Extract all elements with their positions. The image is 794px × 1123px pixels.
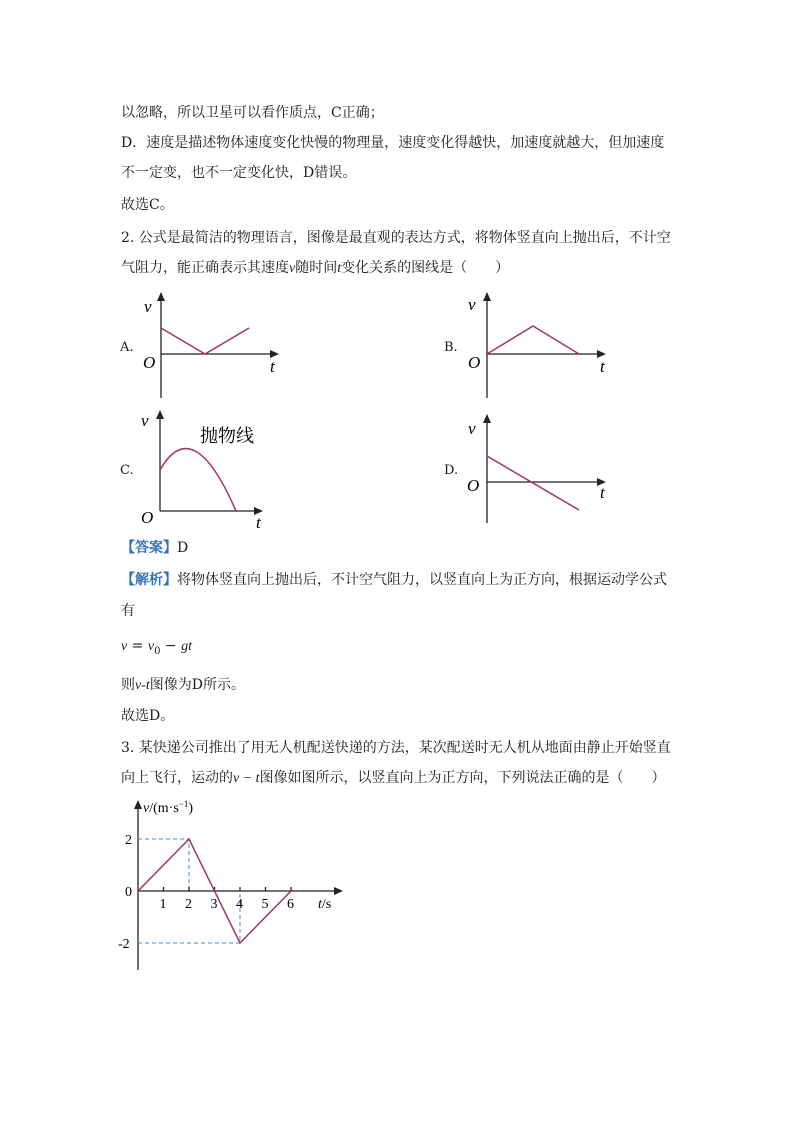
analysis-label: 【解析】	[121, 572, 177, 588]
axis-label-v: v	[468, 295, 476, 314]
axis-label-t: t	[600, 483, 605, 502]
x-axis-label: t/s	[318, 897, 332, 912]
x-tick-label: 6	[287, 897, 294, 912]
origin-label: O	[467, 476, 480, 495]
answer-label: 【答案】	[121, 540, 177, 556]
y-tick-label: 2	[125, 833, 132, 848]
x-tick-label: 1	[159, 897, 167, 912]
axis-label-v: v	[468, 419, 476, 438]
analysis-line2: 有	[121, 603, 135, 619]
arrow-icon	[334, 887, 343, 895]
option-a-label: A.	[120, 340, 134, 355]
arrow-icon	[134, 800, 142, 809]
axis-label-t: t	[600, 357, 605, 376]
origin-label: O	[141, 508, 154, 527]
x-tick-label: 4	[236, 897, 243, 912]
y-axis-label: $v/(m\cdot s^{-1})$	[143, 799, 194, 816]
parabola-label: 抛物线	[200, 426, 254, 446]
question-3-stem-line2: 向上飞行，运动的v − t图像如图所示，以竖直向上为正方向，下列说法正确的是（ ）	[121, 770, 666, 786]
y-tick-label: -2	[118, 937, 130, 952]
x-tick-label: 5	[261, 897, 269, 912]
axis-label-v: v	[144, 297, 152, 316]
y-tick-label: 0	[125, 885, 132, 900]
option-c-label: C.	[120, 463, 134, 478]
analysis-line: 【解析】将物体竖直向上抛出后，不计空气阻力，以竖直向上为正方向，根据运动学公式	[121, 572, 667, 588]
axis-label-v: v	[141, 411, 149, 430]
axis-label-t: t	[270, 357, 275, 376]
solution-line: 以忽略，所以卫星可以看作质点，C正确；	[121, 105, 384, 121]
solution-line: 不一定变，也不一定变化快，D错误。	[121, 165, 357, 181]
choose-line: 故选D。	[121, 708, 175, 724]
solution-line: 故选C。	[121, 197, 174, 213]
question-3-stem: 3. 某快递公司推出了用无人机配送快递的方法，某次配送时无人机从地面由静止开始竖直	[121, 740, 671, 756]
option-b-label: B.	[444, 340, 458, 355]
x-tick-label: 3	[210, 897, 218, 912]
solution-line: D．速度是描述物体速度变化快慢的物理量，速度变化得越快，加速度就越大，但加速度	[121, 135, 665, 151]
question-2-stem: 2. 公式是最简洁的物理语言，图像是最直观的表达方式，将物体竖直向上抛出后，不计空	[121, 230, 671, 246]
x-tick-label: 2	[185, 897, 192, 912]
origin-label: O	[468, 353, 481, 372]
option-d-label: D.	[444, 463, 459, 478]
axis-label-t: t	[256, 513, 261, 532]
origin-label: O	[143, 353, 156, 372]
conclusion-line: 则v-t图像为D所示。	[121, 677, 245, 693]
answer-value: D	[177, 540, 189, 556]
formula: $v = v_0$ − gt	[121, 638, 192, 657]
ticks	[118, 833, 294, 952]
question-2-stem-line2: 气阻力，能正确表示其速度v随时间t变化关系的图线是（ ）	[121, 260, 510, 276]
